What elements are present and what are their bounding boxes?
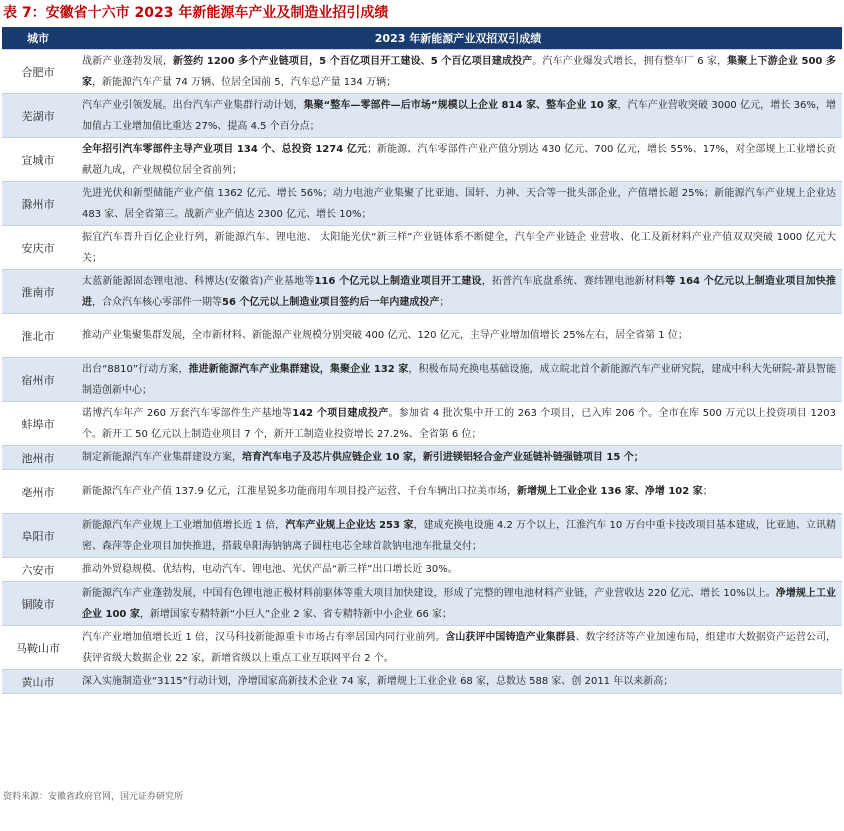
highlight-text: 培育汽车电子及芯片供应链企业 10 家，新引进镁铝轻合金产业延链补链强链项目 15 个；: [242, 452, 644, 463]
description-text: 新能源汽车产业蓬勃发展，中国有色锂电池正极材料前驱体等重大项目加快建设，形成了完整的锂电池材料产业链，产业营收达 220 亿元、增长 10%以上。: [82, 587, 776, 599]
city-cell: 马鞍山市: [2, 626, 74, 670]
city-cell: 池州市: [2, 446, 74, 470]
table-row: [2, 358, 842, 402]
description-text: 新能源汽车产业规上工业增加值增长近 1 倍，: [82, 519, 286, 531]
city-cell: 宣城市: [2, 138, 74, 182]
description-text: ，新能源汽车产量 74 万辆、位居全国前 5，汽车总产量 134 万辆；: [92, 76, 397, 88]
description-text: 振宜汽车晋升百亿企业行列，新能源汽车、锂电池、 太阳能光伏“新三样”产业链体系不断健全，汽车全产业链企 业营收、化工及新材料产业产值双双突破 1000 亿元大关；: [82, 231, 836, 264]
table-title: 表 7：安徽省十六市 2023 年新能源车产业及制造业招引成绩: [3, 5, 389, 21]
city-cell: 芜湖市: [2, 94, 74, 138]
city-cell: 滁州市: [2, 182, 74, 226]
description-text: 。汽车产业爆发式增长，拥有整车厂 6 家，: [532, 55, 728, 67]
achievement-cell: [74, 182, 842, 226]
highlight-text: 56 个亿元以上制造业项目签约后一年内建成投产: [222, 296, 440, 308]
achievement-cell: [74, 670, 842, 694]
city-cell: 安庆市: [2, 226, 74, 270]
table-row: [2, 270, 842, 314]
description-text: 。参加省 4 批次集中开工的 263 个项目，已入库 206 个。全市在库 500 万元以上投资项目 1203 个。新开工 50 亿元以上制造业项目 7 个，新开工制造业投资增长 27.2%、全省第 6 位；: [82, 407, 837, 440]
description-text: 太蓝新能源固态锂电池、科博达(安徽省)产业基地等: [82, 275, 315, 287]
description-text: 推动外贸稳规模、优结构，电动汽车、锂电池、光伏产品“新三样”出口增长近 30%。: [82, 564, 458, 575]
achievement-cell: [74, 582, 842, 626]
achievement-cell: [74, 50, 842, 94]
highlight-text: 新签约 1200 多个产业链项目，5 个百亿项目开工建设、5 个百亿项目建成投产: [172, 55, 533, 67]
achievement-cell: [74, 138, 842, 182]
description-text: 、数字经济等产业加速布局，组建市大数据资产运营公司，获评省级大数据企业 22 家，新增省级以上重点工业互联网平台 2 个。: [82, 631, 837, 664]
highlight-text: 142 个项目建成投产: [292, 407, 389, 419]
city-cell: 黄山市: [2, 670, 74, 694]
city-cell: 淮北市: [2, 314, 74, 358]
city-cell: 铜陵市: [2, 582, 74, 626]
highlight-text: 116 个亿元以上制造业项目开工建设: [314, 275, 482, 287]
description-text: 深入实施制造业“3115”行动计划，净增国家高新技术企业 74 家，新增规上工业企业 68 家，总数达 588 家、创 2011 年以来新高；: [82, 676, 674, 687]
table-row: [2, 226, 842, 270]
table-row: [2, 558, 842, 582]
description-text: ，合众汽车核心零部件一期等: [92, 296, 222, 308]
achievement-cell: [74, 226, 842, 270]
city-cell: 六安市: [2, 558, 74, 582]
achievement-cell: [74, 402, 842, 446]
header-city: 城市: [2, 27, 74, 50]
description-text: ；新能源、汽车零部件产业产值分别达 430 亿元、700 亿元，增长 55%、17%，对全部规上工业增长贡献超九成，产业规模位居全省前列；: [82, 143, 836, 176]
highlight-text: 全年招引汽车零部件主导产业项目 134 个、总投资 1274 亿元: [82, 143, 367, 155]
description-text: 新能源汽车产业产值 137.9 亿元，江淮星锐多功能商用车项目投产运营、千台车辆出口拉美市场，: [82, 486, 517, 497]
data-table: [2, 27, 842, 694]
highlight-text: 推进新能源汽车产业集群建设，集聚企业 132 家: [188, 363, 409, 375]
description-text: ；: [439, 296, 450, 308]
table-row: [2, 402, 842, 446]
table-row: [2, 50, 842, 94]
city-cell: 合肥市: [2, 50, 74, 94]
highlight-text: 汽车产业规上企业达 253 家: [285, 519, 414, 531]
table-row: [2, 470, 842, 514]
table-row: [2, 582, 842, 626]
achievement-cell: [74, 626, 842, 670]
description-text: 诺博汽车年产 260 万套汽车零部件生产基地等: [82, 407, 293, 419]
highlight-text: 集聚“整车—零部件—后市场”规模以上企业 814 家、整车企业 10 家: [303, 99, 618, 111]
city-cell: 宿州市: [2, 358, 74, 402]
table-row: [2, 138, 842, 182]
highlight-text: 新增规上工业企业 136 家、净增 102 家: [517, 486, 703, 497]
achievement-cell: [74, 94, 842, 138]
achievement-cell: [74, 314, 842, 358]
city-cell: 淮南市: [2, 270, 74, 314]
city-cell: 阜阳市: [2, 514, 74, 558]
table-row: [2, 182, 842, 226]
description-text: ；: [702, 486, 713, 497]
table-row: [2, 446, 842, 470]
description-text: 汽车产业引领发展。出台汽车产业集群行动计划，: [82, 99, 304, 111]
highlight-text: 净增规上工业企业 100 家: [82, 587, 836, 620]
table-row: [2, 670, 842, 694]
table-row: [2, 626, 842, 670]
description-text: ，新增国家专精特新“小巨人”企业 2 家、省专精特新中小企业 66 家；: [139, 608, 453, 620]
highlight-text: 等 164 个亿元以上制造业项目加快推进: [82, 275, 837, 308]
description-text: 制定新能源汽车产业集群建设方案，: [82, 452, 242, 463]
achievement-cell: [74, 358, 842, 402]
description-text: ，积极布局充换电基础设施，成立皖北首个新能源汽车产业研究院，建成中科大先研院-萧县智能制造创新中心；: [82, 363, 837, 396]
achievement-cell: [74, 470, 842, 514]
description-text: 出台“8810”行动方案，: [82, 363, 189, 375]
table-row: [2, 314, 842, 358]
description-text: ，拓普汽车底盘系统、赛纬锂电池新材料: [481, 275, 666, 287]
achievement-cell: [74, 270, 842, 314]
description-text: 战新产业蓬勃发展，: [82, 55, 173, 67]
header-achievements: 2023 年新能源产业双招双引成绩: [74, 27, 842, 50]
description-text: 汽车产业增加值增长近 1 倍，汉马科技新能源重卡市场占有率居国内同行业前列。: [82, 631, 446, 643]
city-cell: 亳州市: [2, 470, 74, 514]
achievement-cell: [74, 514, 842, 558]
achievement-cell: [74, 558, 842, 582]
description-text: ，建成充换电设施 4.2 万个以上，江淮汽车 10 万台中重卡技改项目基本建成，比亚迪、立讯精密、森萍等企业项目加快推进，搭载阜阳海钠钠离子圆柱电芯全球首款钠电池车批量交付；: [82, 519, 836, 552]
city-cell: 蚌埠市: [2, 402, 74, 446]
description-text: 先进光伏和新型储能产业产值 1362 亿元、增长 56%；动力电池产业集聚了比亚迪、国轩、力神、天合等一批头部企业，产值增长超 25%；新能源汽车产业规上企业达 483 家、居全省第三。战新产业产值达 2300 亿元、增长 10%；: [82, 187, 836, 220]
description-text: 推动产业集聚集群发展，全市新材料、新能源产业规模分别突破 400 亿元、120 亿元，主导产业增加值增长 25%左右，居全省第 1 位；: [82, 330, 688, 341]
table-body: [2, 50, 842, 694]
description-text: ，汽车产业营收突破 3000 亿元，增长 36%，增加值占工业增加值比重达 27%、提高 4.5 个百分点；: [82, 99, 836, 132]
highlight-text: 集聚上下游企业 500 多家: [82, 55, 836, 88]
highlight-text: 含山获评中国铸造产业集群县: [445, 631, 576, 643]
achievement-cell: [74, 446, 842, 470]
table-header-row: [2, 27, 842, 50]
table-row: [2, 514, 842, 558]
table-row: [2, 94, 842, 138]
source-note: 资料来源：安徽省政府官网，国元证券研究所: [3, 792, 184, 802]
